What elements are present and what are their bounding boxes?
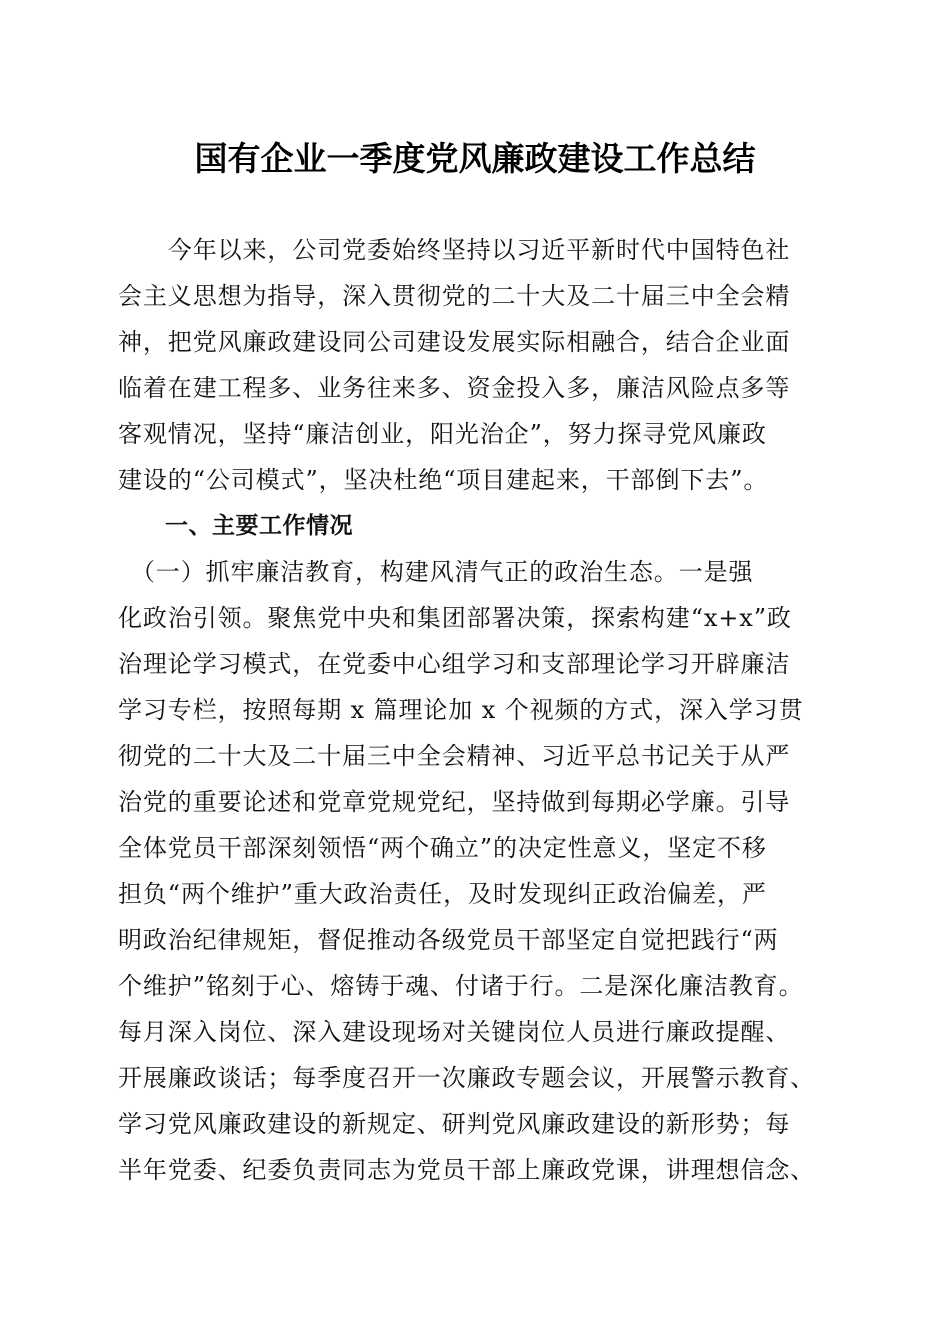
body-line-14: 全体党员干部深刻领悟“两个确立”的决定性意义，坚定不移 [118,834,767,862]
body-line-2: 会主义思想为指导，深入贯彻党的二十大及二十届三中全会精 [118,282,791,310]
body-line-9: 化政治引领。聚焦党中央和集团部署决策，探索构建“x+x”政 [118,604,792,632]
body-line-8: （一）抓牢廉洁教育，构建风清气正的政治生态。一是强 [118,558,754,586]
body-line-6: 建设的“公司模式”，坚决杜绝“项目建起来，干部倒下去”。 [118,466,769,494]
document-title: 国有企业一季度党风廉政建设工作总结 [194,139,756,178]
body-line-20: 学习党风廉政建设的新规定、研判党风廉政建设的新形势；每 [118,1110,791,1138]
body-line-19: 开展廉政谈话；每季度召开一次廉政专题会议，开展警示教育、 [118,1064,816,1092]
body-line-11: 学习专栏，按照每期 x 篇理论加 x 个视频的方式，深入学习贯 [118,696,804,724]
body-line-16: 明政治纪律规矩，督促推动各级党员干部坚定自觉把践行“两 [118,926,779,954]
body-line-13: 治党的重要论述和党章党规党纪，坚持做到每期必学廉。引导 [118,788,791,816]
body-line-17: 个维护”铭刻于心、熔铸于魂、付诸于行。二是深化廉洁教育。 [118,972,804,1000]
body-line-4: 临着在建工程多、业务往来多、资金投入多，廉洁风险点多等 [118,374,791,402]
body-line-18: 每月深入岗位、深入建设现场对关键岗位人员进行廉政提醒、 [118,1018,791,1046]
section-heading: 一、主要工作情况 [118,513,353,539]
body-line-10: 治理论学习模式，在党委中心组学习和支部理论学习开辟廉洁 [118,650,791,678]
body-line-12: 彻党的二十大及二十届三中全会精神、习近平总书记关于从严 [118,742,791,770]
body-line-5: 客观情况，坚持“廉洁创业，阳光治企”，努力探寻党风廉政 [118,420,767,448]
body-line-1: 今年以来，公司党委始终坚持以习近平新时代中国特色社 [118,236,791,264]
body-line-21: 半年党委、纪委负责同志为党员干部上廉政党课，讲理想信念、 [118,1156,816,1184]
body-line-3: 神，把党风廉政建设同公司建设发展实际相融合，结合企业面 [118,328,791,356]
body-line-15: 担负“两个维护”重大政治责任，及时发现纠正政治偏差，严 [118,880,767,908]
